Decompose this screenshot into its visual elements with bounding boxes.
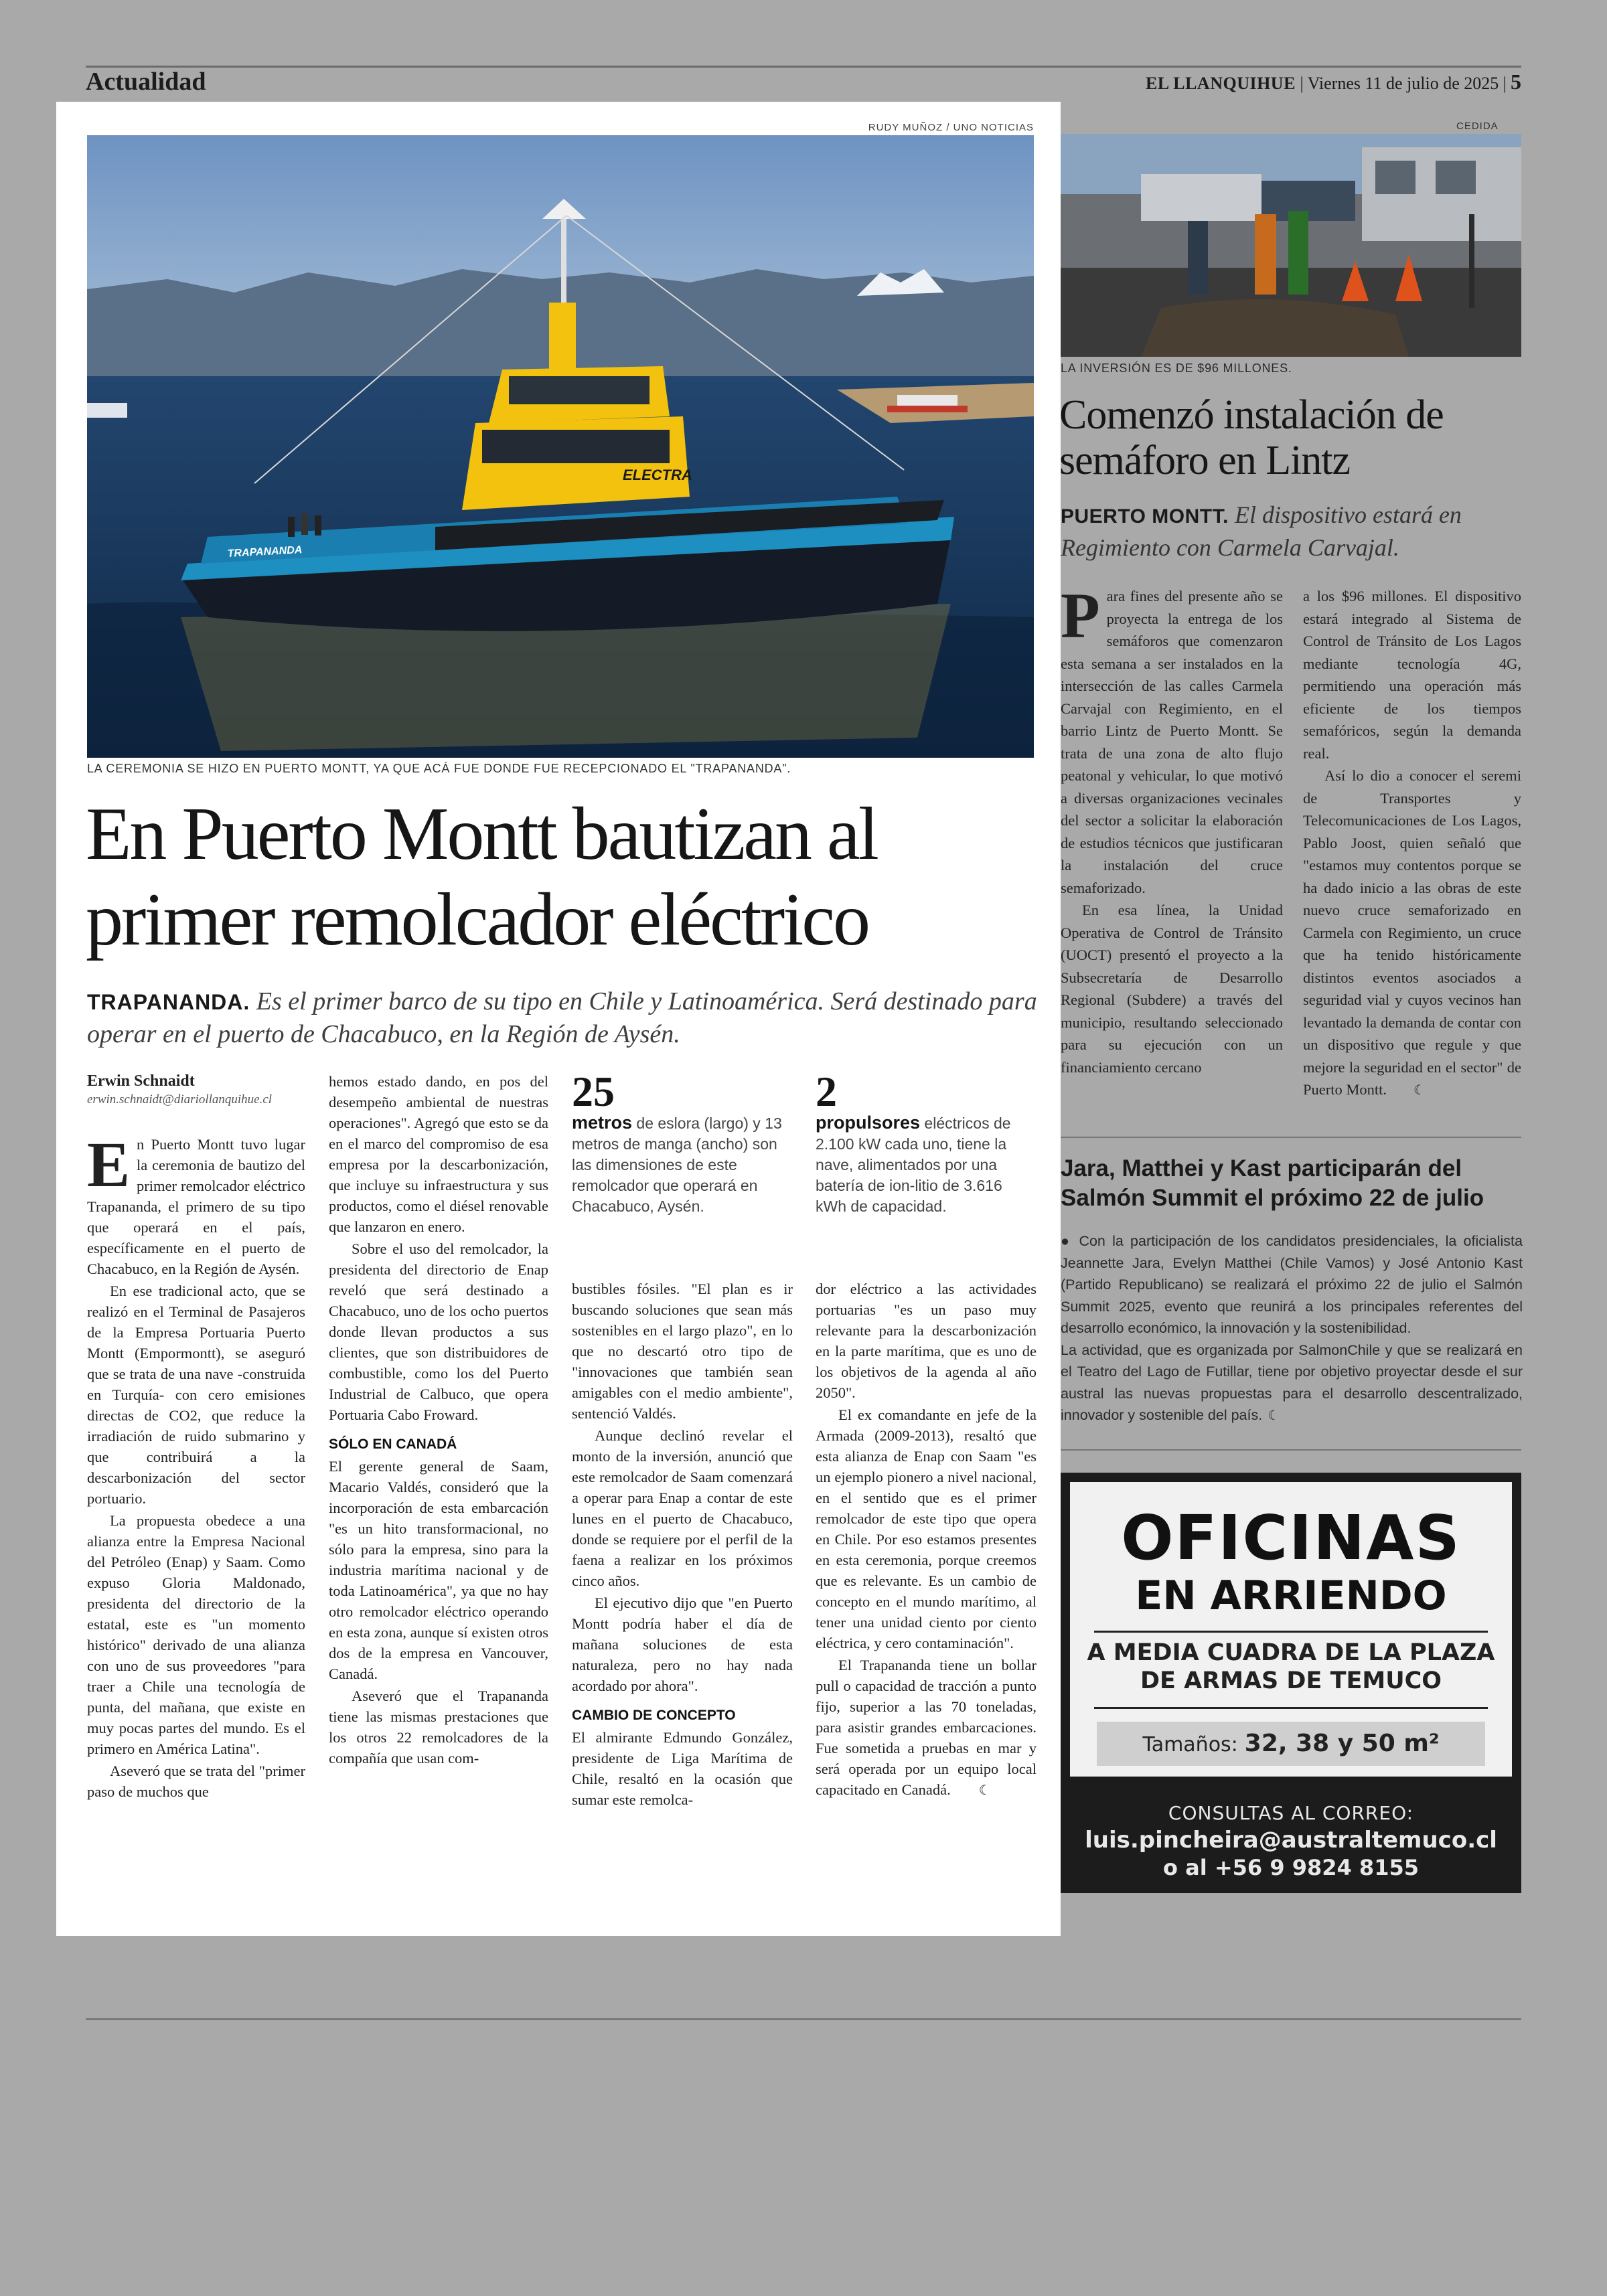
paragraph-text: La actividad, que es organizada por SalmonChile y que se realizará en el Teatro del Lago de Futillar, tiene por objetivo proyectar desde el sur austral las nuevas propuestas para el desarrollo descentralizado, innovador y sostenible del país. — [1061, 1341, 1523, 1423]
paragraph — [1061, 1230, 1523, 1339]
section-divider — [1061, 1449, 1521, 1451]
paragraph: Aseveró que se trata del "primer paso de muchos que — [87, 1762, 305, 1800]
fact-number: 2 — [816, 1068, 837, 1115]
side-deck — [1061, 499, 1523, 563]
paragraph: El almirante Edmundo González, presidente de Liga Marítima de Chile, resaltó en la ocasión que sumar este remolca- — [572, 1729, 793, 1808]
article-column-4 — [816, 1279, 1037, 1802]
paragraph: Sobre el uso del remolcador, la presidenta del directorio de Enap reveló que será destinado a Chacabuco, uno de los ocho puertos donde llevan productos a sus clientes, que son distribuidores de combustible, como los del Puerto Industrial de Calbuco, que opera Portuaria Cabo Froward. — [329, 1240, 548, 1423]
article-deck — [87, 985, 1038, 1050]
header-separator: | — [1503, 74, 1507, 93]
paragraph: En ese tradicional acto, que se realizó en el Terminal de Pasajeros de la Empresa Portuaria Puerto Montt (Empormontt), se aseguró que se trata de una nave -construida en Turquía- con cero emisiones directas de CO2, que reduce la irradiación de ruido submarino y que contribuirá a la descarbonización del sector portuario. — [87, 1283, 305, 1507]
paragraph-text: Con la participación de los candidatos presidenciales, la oficialista Jeannette Jara, Evelyn Matthei (Chile Vamos) y José Antonio Kast (Partido Republicano) se realizará el próximo 22 de julio el Salmón Summit 2025, evento que reunirá a los principales referentes del desarrollo económico, la innovación y la sostenibilidad. — [1061, 1233, 1523, 1336]
boat-name-label: TRAPANANDA — [227, 544, 303, 560]
fact-text — [816, 1113, 1037, 1217]
ad-sizes-label: Tamaños: — [1142, 1733, 1238, 1756]
street-works-illustration — [1061, 134, 1521, 357]
ad-sizes-box — [1097, 1722, 1485, 1766]
ad-panel — [1070, 1482, 1512, 1777]
ad-contact — [1061, 1801, 1521, 1881]
dropcap: P — [1061, 580, 1100, 651]
page-header-info — [1146, 70, 1521, 94]
paragraph — [816, 1655, 1037, 1801]
ad-email[interactable]: luis.pincheira@australtemuco.cl — [1085, 1827, 1497, 1854]
paragraph-text: Así lo dio a conocer el seremi de Transportes y Telecomunicaciones de Los Lagos, Pablo Joost, quien señaló que "estamos muy contentos porque se ha dado inicio a las obras de este nuevo cruce semaforizado en Carmela con Regimiento, un cruce que ha tenido históricamente distintos eventos asociados a seguridad vial y cuyos vecinos han levantado la demanda de contar con un dispositivo que regule y que mejore la seguridad en el sector" de Puerto Montt. — [1303, 767, 1521, 1098]
paragraph-text: n Puerto Montt tuvo lugar la ceremonia de bautizo del primer remolcador eléctrico Trapananda, el primero de su tipo que operará en el país, específicamente en el puerto de Chacabuco, en la Región de Aysén. — [87, 1136, 305, 1277]
byline-email[interactable]: erwin.schnaidt@diariollanquihue.cl — [87, 1092, 273, 1106]
end-of-article-icon: ☾ — [1268, 1407, 1280, 1423]
paragraph: El ejecutivo dijo que "en Puerto Montt podría haber el día de mañana soluciones de esta naturaleza, pero no hay nada acordado por ahora". — [572, 1594, 793, 1694]
paragraph: Aunque declinó revelar el monto de la inversión, anunció que este remolcador de Saam comenzará a operar para Enap a contar de este lunes en el puerto de Chacabuco, donde se requiere por el perfil de la faena a realizar en los próximos cinco años. — [572, 1427, 793, 1589]
end-of-article-icon: ☾ — [1413, 1082, 1426, 1098]
fact-text — [572, 1113, 793, 1217]
paragraph-text: El Trapananda tiene un bollar pull o capacidad de tracción a punto fijo, superior a las 70 toneladas, para asistir grandes embarcaciones. Fue sometida a pruebas en mar y será operada por un equipo local capacitado en Canadá. — [816, 1657, 1037, 1798]
paragraph: El gerente general de Saam, Macario Valdés, consideró que la incorporación de esta embarcación "es un hito transformacional, no sólo para la empresa, sino para la industria marítima nacional y de toda Latinoamérica", ya que no hay otro remolcador eléctrico operando en esta zona, aunque sí existen otros dos de la empresa en Vancouver, Canadá. — [329, 1458, 548, 1682]
paragraph — [1061, 1339, 1523, 1426]
deck-kicker: TRAPANANDA. — [87, 990, 250, 1014]
paragraph — [87, 1129, 305, 1279]
footer-rule — [86, 2018, 1521, 2020]
paragraph: En esa línea, la Unidad Operativa de Control de Tránsito (UOCT) presentó el proyecto a la Subsecretaría de Desarrollo Regional (Subdere) a través del municipio, resultando seleccionado para su ejecución con un financiamiento cercano — [1061, 902, 1283, 1076]
boat-brand-label: ELECTRA — [623, 467, 692, 483]
deck-text: Es el primer barco de su tipo en Chile y Latinoamérica. Será destinado para operar en el puerto de Chacabuco, en la Región de Aysén. — [87, 987, 1037, 1048]
dropcap: E — [87, 1129, 131, 1200]
ad-phone[interactable]: o al +56 9 9824 8155 — [1163, 1855, 1419, 1880]
side-headline: Comenzó instalación de semáforo en Lintz — [1059, 392, 1444, 483]
byline-name: Erwin Schnaidt — [87, 1072, 195, 1090]
ad-title: OFICINAS — [1121, 1502, 1461, 1574]
fact-number: 25 — [572, 1068, 615, 1115]
paragraph — [1061, 580, 1283, 899]
fact-box-propellers — [816, 1068, 1037, 1217]
main-article — [56, 102, 1061, 1936]
side-column-1 — [1061, 580, 1283, 1078]
fact-label: propulsores — [816, 1113, 921, 1133]
paragraph: hemos estado dando, en pos del desempeño ambiental de nuestras operaciones". Agregó que esto se da en el marco del compromiso de esa empresa por la descarbonización, que incluye su infraestructura y sus productos, como el diésel renovable que lanzaron en enero. — [329, 1073, 548, 1235]
header-rule — [86, 66, 1521, 68]
article-column-2 — [329, 1071, 548, 1770]
photo-caption: LA CEREMONIA SE HIZO EN PUERTO MONTT, YA QUE ACÁ FUE DONDE FUE RECEPCIONADO EL "TRAPANANDA". — [87, 762, 791, 775]
paragraph: El ex comandante en jefe de la Armada (2009-2013), resaltó que esta alianza de Enap con Saam "es un ejemplo pionero a nivel nacional, en el sentido que es el primer remolcador de este tipo que opera en Chile. Por eso estamos presentes en esta ceremonia, porque creemos que es relevante. Es un cambio de concepto en el mundo marítimo, al tener una unidad ciento por ciento eléctrica, y cero contaminación". — [816, 1406, 1037, 1651]
street-works-photo — [1061, 134, 1521, 357]
section-divider — [1061, 1137, 1521, 1138]
brief-title: Jara, Matthei y Kast participarán del Salmón Summit el próximo 22 de julio — [1061, 1155, 1484, 1211]
fact-description: de eslora (largo) y 13 metros de manga (ancho) son las dimensiones de este remolcador que operará en Chacabuco, Aysén. — [572, 1115, 782, 1215]
side-deck-text: El dispositivo estará en Regimiento con Carmela Carvajal. — [1061, 501, 1462, 561]
article-column-3 — [572, 1279, 793, 1811]
ad-contact-label: CONSULTAS AL CORREO: — [1168, 1802, 1414, 1824]
tugboat-photo — [87, 135, 1034, 758]
paragraph — [1303, 764, 1521, 1102]
paragraph: Aseveró que el Trapananda tiene las mismas prestaciones que los otros 22 remolcadores de la compañía que usan com- — [329, 1688, 548, 1767]
section-label: Actualidad — [86, 68, 206, 96]
fact-description: eléctricos de 2.100 kW cada uno, tiene la nave, alimentados por una batería de ion-litio de 3.616 kWh de capacidad. — [816, 1115, 1011, 1215]
paragraph: La propuesta obedece a una alianza entre la Empresa Nacional del Petróleo (Enap) y Saam. Como expuso Gloria Maldonado, presidenta del directorio de la estatal, este es "un momento histórico" derivado de una alianza con uno de sus proveedores "para traer a Chile una tecnología de punta, del mañana, que existe en muy pocas partes del mundo. Es el primero en América Latina". — [87, 1512, 305, 1757]
ad-subtitle: A MEDIA CUADRA DE LA PLAZA DE ARMAS DE TEMUCO — [1087, 1639, 1495, 1694]
fact-box-length — [572, 1068, 793, 1217]
article-column-1 — [87, 1071, 305, 1803]
brief-body — [1061, 1230, 1523, 1426]
subhead: SÓLO EN CANADÁ — [329, 1437, 457, 1452]
headline: En Puerto Montt bautizan al primer remolcador eléctrico — [86, 793, 877, 961]
side-column-2 — [1303, 585, 1521, 1102]
side-photo-credit: CEDIDA — [1456, 120, 1499, 132]
tugboat-illustration — [87, 135, 1034, 758]
issue-date: Viernes 11 de julio de 2025 — [1307, 74, 1499, 93]
ad-divider — [1094, 1707, 1488, 1709]
side-photo-caption: LA INVERSIÓN ES DE $96 MILLONES. — [1061, 361, 1292, 375]
photo-credit: RUDY MUÑOZ / UNO NOTICIAS — [868, 122, 1034, 133]
paragraph-text: ara fines del presente año se proyecta la entrega de los semáforos que comenzaron esta semana a ser instalados en la intersección de las calles Carmela Carvajal con Regimiento, en el barrio Lintz de Puerto Montt. Se trata de una zona de alto flujo peatonal y vehicular, lo que motivó a diversas organizaciones vecinales del sector a solicitar la elaboración de estudios técnicos que justificaran la instalación del cruce semaforizado. — [1061, 588, 1283, 896]
office-rental-ad — [1061, 1473, 1521, 1893]
ad-title-line2: EN ARRIENDO — [1135, 1572, 1447, 1619]
ad-divider — [1094, 1631, 1488, 1633]
paragraph: dor eléctrico a las actividades portuarias "es un paso muy relevante para la descarbonización en la parte marítima, que es uno de los objetivos de la agenda al año 2050". — [816, 1281, 1037, 1401]
bullet-icon: ● — [1061, 1233, 1073, 1249]
subhead: CAMBIO DE CONCEPTO — [572, 1708, 736, 1723]
paragraph: a los $96 millones. El dispositivo estará integrado al Sistema de Control de Tránsito de Los Lagos mediante tecnología 4G, permitiendo una operación más eficiente de los tiempos semafóricos, según la demanda real. — [1303, 588, 1521, 762]
page-number: 5 — [1511, 70, 1521, 94]
fact-label: metros — [572, 1113, 633, 1133]
header-separator: | — [1300, 74, 1308, 93]
end-of-article-icon: ☾ — [978, 1782, 991, 1798]
ad-sizes-value: 32, 38 y 50 m² — [1244, 1730, 1440, 1757]
side-deck-kicker: PUERTO MONTT. — [1061, 505, 1229, 527]
paragraph: bustibles fósiles. "El plan es ir buscando soluciones que sean más sostenibles en el largo plazo", en lo que no descartó otro tipo de "innovaciones que también sean amigables con el medio ambiente", sentenció Valdés. — [572, 1281, 793, 1422]
newspaper-name: EL LLANQUIHUE — [1145, 74, 1296, 93]
